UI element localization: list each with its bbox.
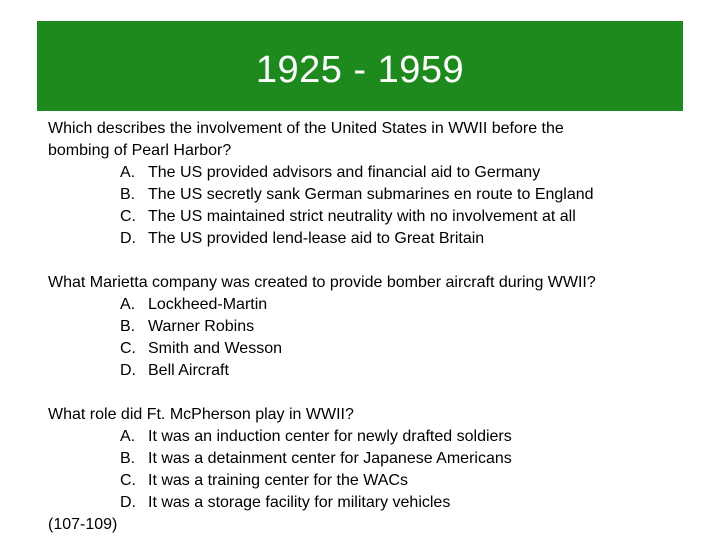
question-stem: Which describes the involvement of the United States in WWII before the xyxy=(48,120,564,137)
option-letter: B. xyxy=(120,450,136,467)
question-1 xyxy=(48,118,708,250)
option-letter: C. xyxy=(120,340,136,357)
question-stem: What role did Ft. McPherson play in WWII? xyxy=(48,406,354,423)
answer-option-a xyxy=(48,162,708,184)
answer-option-d xyxy=(48,360,708,382)
option-text: It was a storage facility for military vehicles xyxy=(148,494,451,511)
question-2 xyxy=(48,272,708,382)
option-text: The US provided lend-lease aid to Great Britain xyxy=(148,230,485,247)
answer-option-d xyxy=(48,492,708,514)
title-banner xyxy=(37,21,683,111)
answer-options xyxy=(48,162,708,250)
option-letter: D. xyxy=(120,230,136,247)
answer-option-b xyxy=(48,316,708,338)
option-text: It was a detainment center for Japanese Americans xyxy=(148,450,512,467)
slide-title: 1925 - 1959 xyxy=(255,48,465,91)
option-letter: C. xyxy=(120,208,136,225)
option-text: The US maintained strict neutrality with no involvement at all xyxy=(148,208,576,225)
question-stem-continued: bombing of Pearl Harbor? xyxy=(48,142,232,159)
option-letter: C. xyxy=(120,472,136,489)
option-letter: D. xyxy=(120,362,136,379)
option-text: It was a training center for the WACs xyxy=(148,472,408,489)
answer-option-c xyxy=(48,206,708,228)
question-3 xyxy=(48,404,708,536)
option-text: The US provided advisors and financial aid to Germany xyxy=(148,164,541,181)
option-text: Smith and Wesson xyxy=(148,340,282,357)
answer-option-c xyxy=(48,470,708,492)
answer-option-b xyxy=(48,184,708,206)
option-letter: A. xyxy=(120,428,136,445)
option-letter: B. xyxy=(120,318,136,335)
option-text: Lockheed-Martin xyxy=(148,296,268,313)
answer-option-a xyxy=(48,294,708,316)
option-letter: B. xyxy=(120,186,136,203)
option-text: Bell Aircraft xyxy=(148,362,229,379)
option-letter: A. xyxy=(120,296,136,313)
page-reference: (107-109) xyxy=(48,516,118,533)
question-stem: What Marietta company was created to provide bomber aircraft during WWII? xyxy=(48,274,596,291)
option-text: Warner Robins xyxy=(148,318,255,335)
answer-option-d xyxy=(48,228,708,250)
answer-option-c xyxy=(48,338,708,360)
option-text: It was an induction center for newly drafted soldiers xyxy=(148,428,512,445)
answer-options xyxy=(48,426,708,514)
slide-body xyxy=(48,118,708,536)
option-text: The US secretly sank German submarines en route to England xyxy=(148,186,594,203)
answer-options xyxy=(48,294,708,382)
option-letter: A. xyxy=(120,164,136,181)
option-letter: D. xyxy=(120,494,136,511)
answer-option-b xyxy=(48,448,708,470)
answer-option-a xyxy=(48,426,708,448)
